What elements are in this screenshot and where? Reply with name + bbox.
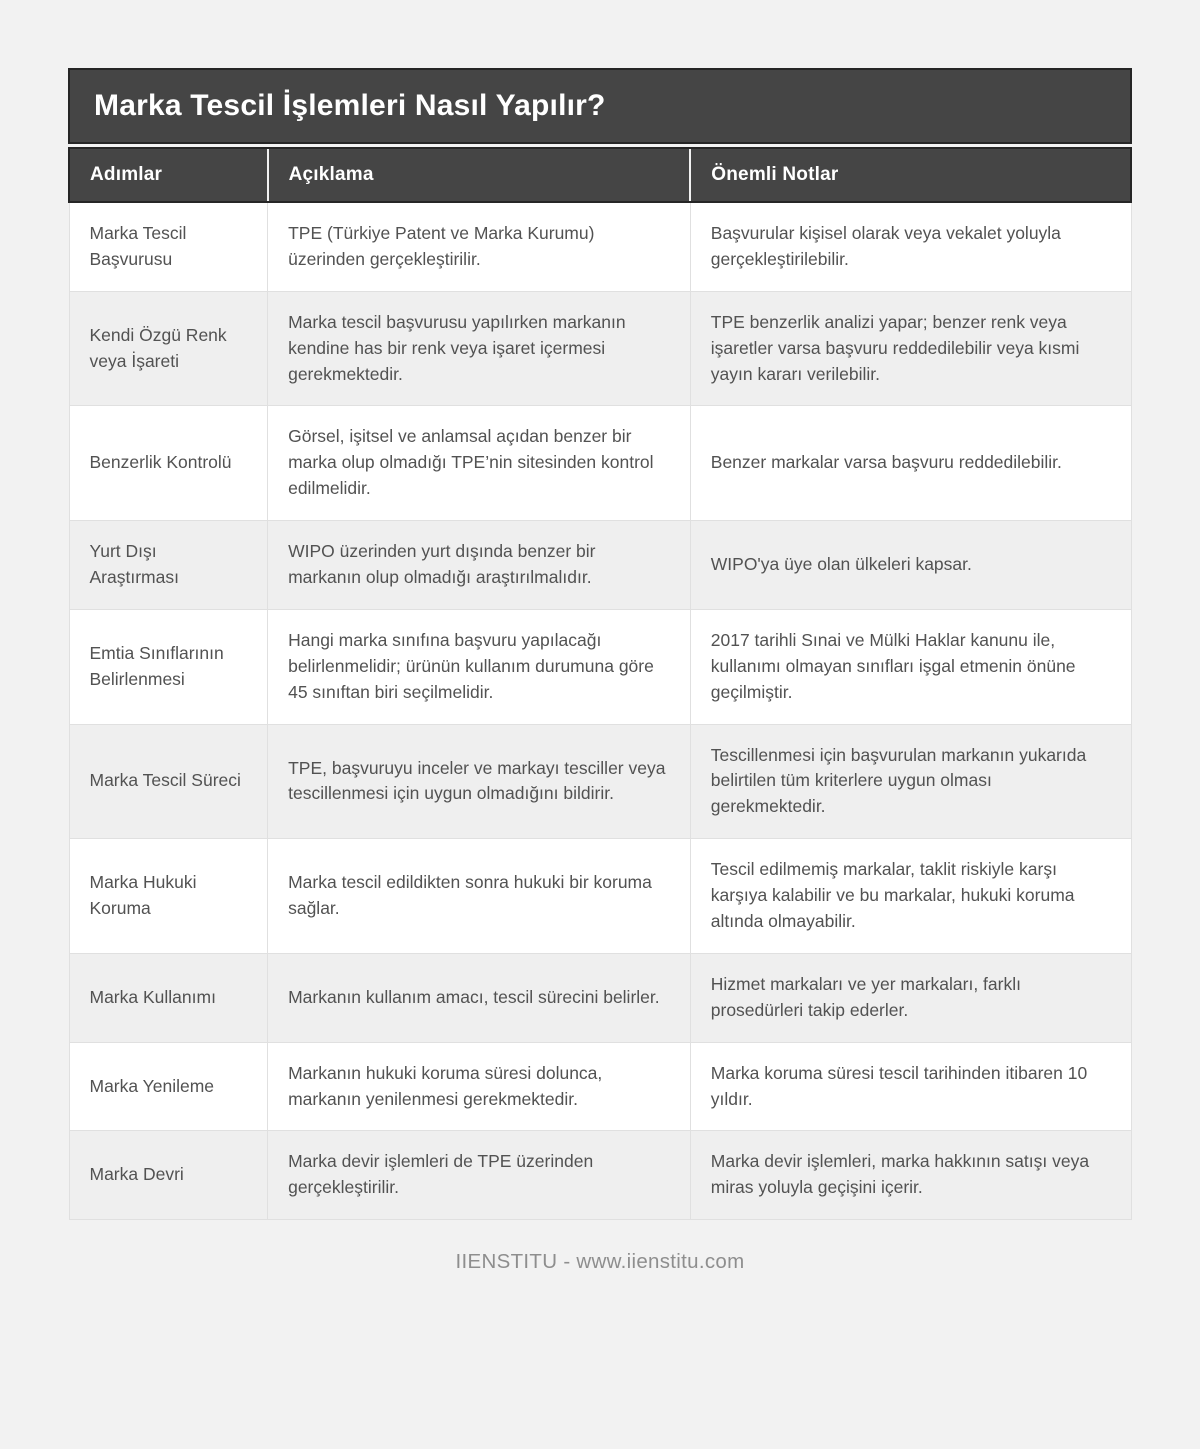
table-row: [69, 521, 1131, 610]
table-row: [69, 953, 1131, 1042]
cell-note: WIPO'ya üye olan ülkeleri kapsar.: [690, 521, 1131, 610]
cell-step: Marka Tescil Başvurusu: [69, 202, 268, 291]
cell-description: Markanın hukuki koruma süresi dolunca, markanın yenilenmesi gerekmektedir.: [268, 1042, 691, 1131]
table-row: [69, 1042, 1131, 1131]
cell-step: Marka Kullanımı: [69, 953, 268, 1042]
table-row: [69, 1131, 1131, 1220]
cell-step: Marka Hukuki Koruma: [69, 839, 268, 954]
table-row: [69, 406, 1131, 521]
cell-description: Markanın kullanım amacı, tescil sürecini belirler.: [268, 953, 691, 1042]
cell-description: Marka tescil başvurusu yapılırken markanın kendine has bir renk veya işaret içermesi gerekmektedir.: [268, 291, 691, 406]
column-header-steps: Adımlar: [69, 148, 268, 202]
cell-note: Marka devir işlemleri, marka hakkının satışı veya miras yoluyla geçişini içerir.: [690, 1131, 1131, 1220]
cell-note: Başvurular kişisel olarak veya vekalet yoluyla gerçekleştirilebilir.: [690, 202, 1131, 291]
cell-note: Benzer markalar varsa başvuru reddedilebilir.: [690, 406, 1131, 521]
cell-description: TPE, başvuruyu inceler ve markayı tesciller veya tescillenmesi için uygun olmadığını bildirir.: [268, 724, 691, 839]
cell-description: Marka devir işlemleri de TPE üzerinden gerçekleştirilir.: [268, 1131, 691, 1220]
cell-description: Marka tescil edildikten sonra hukuki bir koruma sağlar.: [268, 839, 691, 954]
table-row: [69, 291, 1131, 406]
cell-step: Benzerlik Kontrolü: [69, 406, 268, 521]
cell-note: TPE benzerlik analizi yapar; benzer renk veya işaretler varsa başvuru reddedilebilir veya kısmi yayın kararı verilebilir.: [690, 291, 1131, 406]
page-title: Marka Tescil İşlemleri Nasıl Yapılır?: [68, 68, 1132, 144]
cell-step: Kendi Özgü Renk veya İşareti: [69, 291, 268, 406]
cell-description: WIPO üzerinden yurt dışında benzer bir markanın olup olmadığı araştırılmalıdır.: [268, 521, 691, 610]
table-header: [69, 148, 1131, 202]
cell-step: Yurt Dışı Araştırması: [69, 521, 268, 610]
cell-step: Marka Yenileme: [69, 1042, 268, 1131]
cell-description: TPE (Türkiye Patent ve Marka Kurumu) üzerinden gerçekleştirilir.: [268, 202, 691, 291]
steps-table: [68, 147, 1132, 1220]
table-row: [69, 839, 1131, 954]
cell-note: Tescillenmesi için başvurulan markanın yukarıda belirtilen tüm kriterlere uygun olması gerekmektedir.: [690, 724, 1131, 839]
table-body: [69, 202, 1131, 1220]
table-row: [69, 202, 1131, 291]
cell-step: Marka Tescil Süreci: [69, 724, 268, 839]
column-header-description: Açıklama: [268, 148, 691, 202]
cell-note: Hizmet markaları ve yer markaları, farklı prosedürleri takip ederler.: [690, 953, 1131, 1042]
table-row: [69, 609, 1131, 724]
cell-step: Emtia Sınıflarının Belirlenmesi: [69, 609, 268, 724]
cell-description: Hangi marka sınıfına başvuru yapılacağı belirlenmelidir; ürünün kullanım durumuna göre 45 sınıftan biri seçilmelidir.: [268, 609, 691, 724]
cell-description: Görsel, işitsel ve anlamsal açıdan benzer bir marka olup olmadığı TPE’nin sitesinden kontrol edilmelidir.: [268, 406, 691, 521]
content-container: [68, 68, 1132, 1274]
column-header-notes: Önemli Notlar: [690, 148, 1131, 202]
footer-credit: IIENSTITU - www.iienstitu.com: [455, 1250, 745, 1274]
cell-note: 2017 tarihli Sınai ve Mülki Haklar kanunu ile, kullanımı olmayan sınıfları işgal etmenin önüne geçilmiştir.: [690, 609, 1131, 724]
cell-note: Marka koruma süresi tescil tarihinden itibaren 10 yıldır.: [690, 1042, 1131, 1131]
cell-step: Marka Devri: [69, 1131, 268, 1220]
header-row: [69, 148, 1131, 202]
table-row: [69, 724, 1131, 839]
cell-note: Tescil edilmemiş markalar, taklit riskiyle karşı karşıya kalabilir ve bu markalar, hukuki koruma altında olmayabilir.: [690, 839, 1131, 954]
